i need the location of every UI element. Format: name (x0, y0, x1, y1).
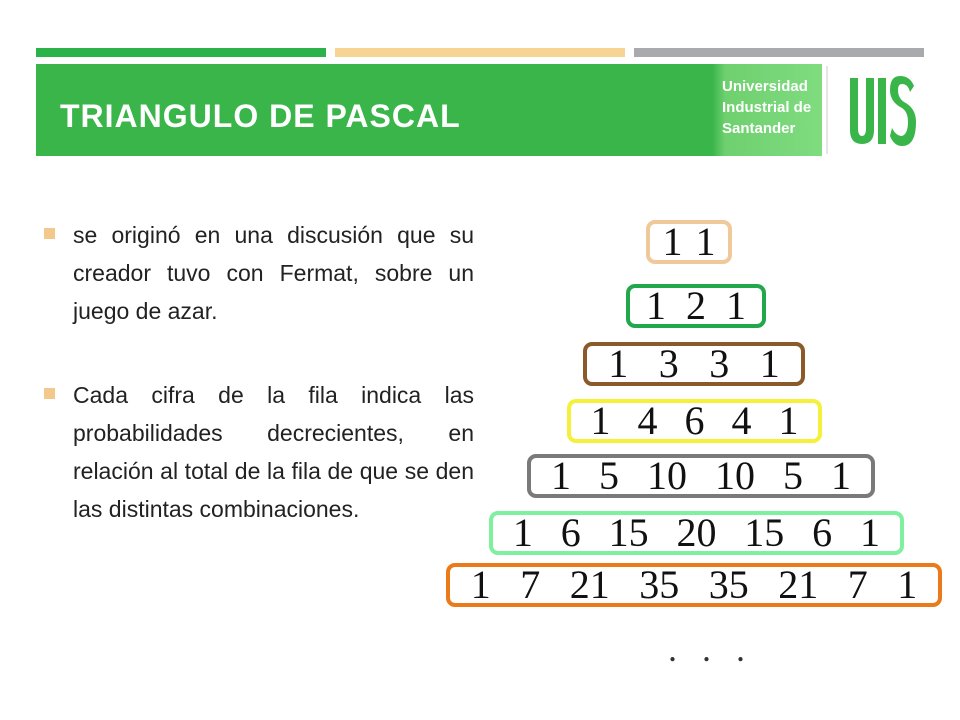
triangle-value: 1 (831, 453, 851, 498)
triangle-value: 2 (686, 283, 706, 328)
triangle-value: 1 (695, 219, 716, 264)
slide-title: TRIANGULO DE PASCAL (60, 98, 461, 134)
bullet-item (44, 376, 474, 528)
triangle-row-3 (583, 342, 805, 386)
triangle-value: 7 (520, 562, 541, 607)
accent-bar-green (36, 48, 326, 57)
bullet-text: Cada cifra de la fila indica las probabilidades decrecientes, en relación al total de la fila de que se den las distintas combinaciones. (73, 382, 474, 522)
triangle-value: 35 (708, 562, 749, 607)
triangle-value: 1 (778, 398, 799, 443)
triangle-value: 4 (731, 398, 752, 443)
triangle-value: 35 (639, 562, 680, 607)
triangle-value: 3 (709, 341, 730, 386)
triangle-value: 1 (608, 341, 629, 386)
triangle-row-7 (446, 563, 942, 607)
triangle-value: 15 (744, 510, 785, 555)
logo-line-1: Universidad (722, 78, 808, 95)
triangle-value: 1 (726, 283, 746, 328)
university-logo-text (722, 76, 811, 139)
triangle-value: 21 (569, 562, 610, 607)
triangle-value: 1 (512, 510, 533, 555)
triangle-value: 15 (608, 510, 649, 555)
triangle-value: 5 (599, 453, 619, 498)
triangle-value: 21 (778, 562, 819, 607)
triangle-value: 1 (897, 562, 918, 607)
triangle-value: 3 (658, 341, 679, 386)
triangle-value: 1 (590, 398, 611, 443)
bullet-item (44, 216, 474, 330)
triangle-row-6 (489, 511, 904, 555)
bullet-marker-icon (44, 228, 55, 239)
triangle-ellipsis: . . . (668, 629, 753, 669)
triangle-value: 1 (470, 562, 491, 607)
bullet-text: se originó en una discusión que su creador tuvo con Fermat, sobre un juego de azar. (73, 222, 474, 324)
triangle-row-4 (567, 399, 822, 443)
triangle-row-5 (527, 454, 875, 498)
triangle-value: 6 (560, 510, 581, 555)
triangle-value: 1 (662, 219, 683, 264)
triangle-value: 10 (647, 453, 687, 498)
logo-line-3: Santander (722, 120, 796, 137)
triangle-value: 10 (715, 453, 755, 498)
triangle-value: 1 (759, 341, 780, 386)
triangle-value: 20 (676, 510, 717, 555)
uis-logo-icon (822, 64, 924, 156)
bullet-list (44, 216, 474, 528)
triangle-value: 6 (684, 398, 705, 443)
triangle-row-1 (646, 220, 732, 264)
triangle-value: 1 (551, 453, 571, 498)
bullet-marker-icon (44, 388, 55, 399)
triangle-row-2 (626, 284, 766, 328)
triangle-value: 1 (646, 283, 666, 328)
logo-line-2: Industrial de (722, 99, 812, 116)
triangle-value: 6 (812, 510, 833, 555)
triangle-value: 5 (783, 453, 803, 498)
triangle-value: 4 (637, 398, 658, 443)
triangle-value: 1 (859, 510, 880, 555)
accent-bar-tan (335, 48, 625, 57)
accent-bar-gray (634, 48, 924, 57)
triangle-value: 7 (847, 562, 868, 607)
